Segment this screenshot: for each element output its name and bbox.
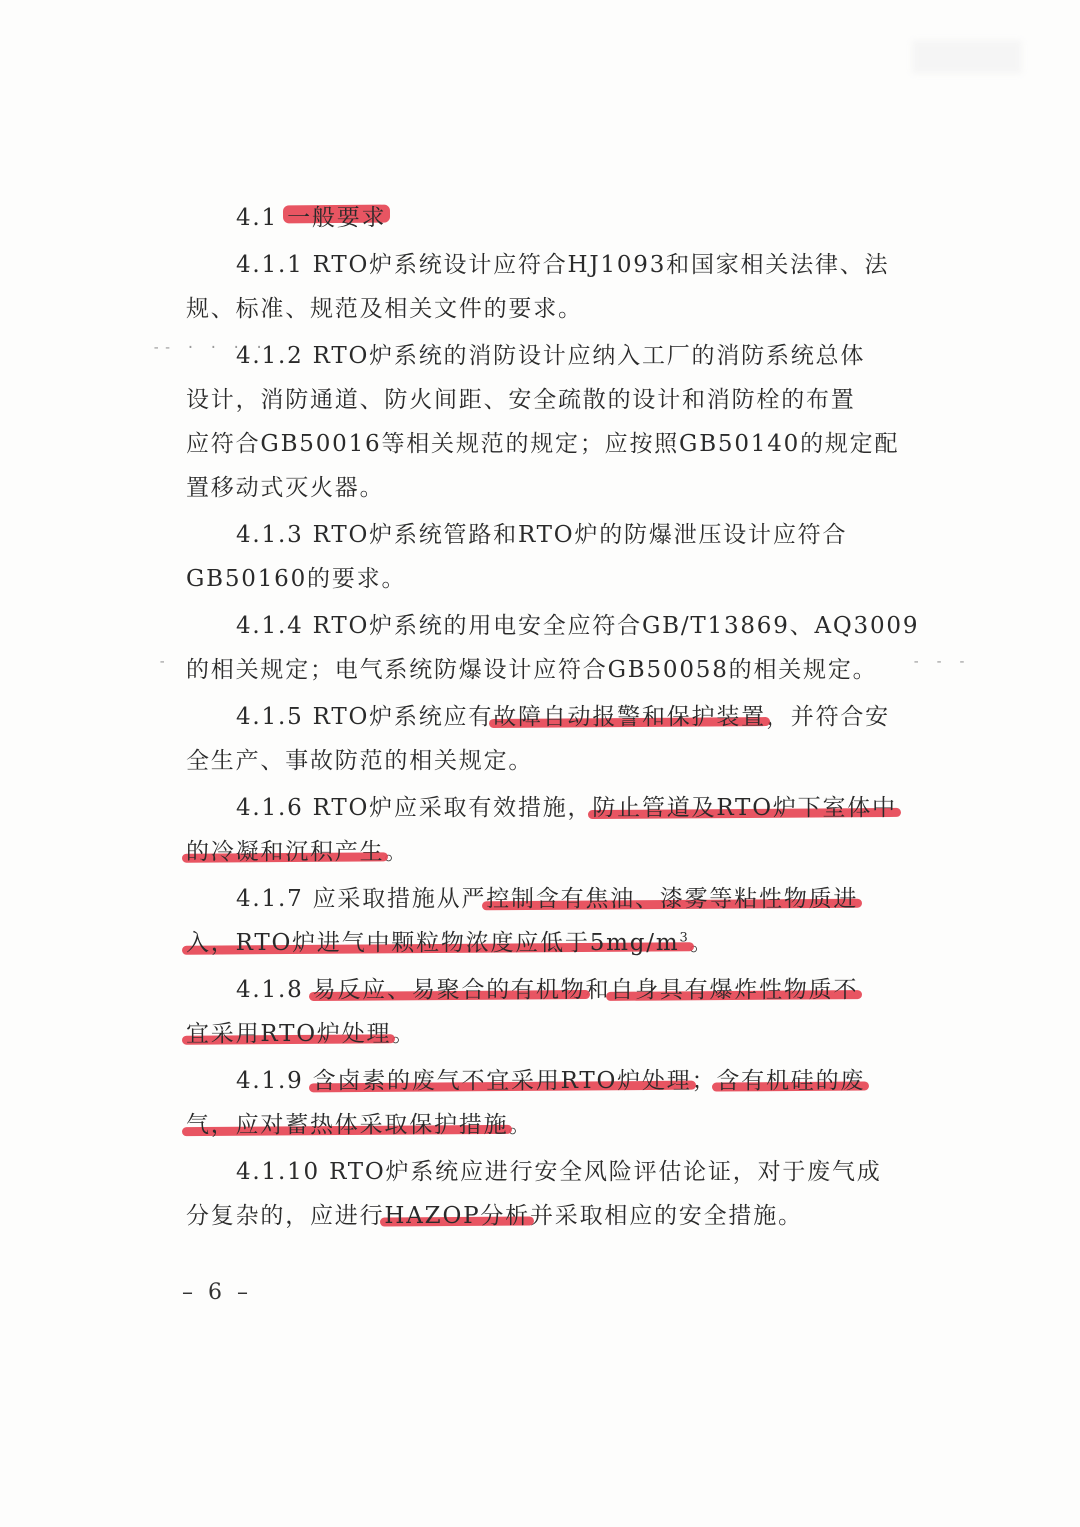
text-run: 和: [585, 977, 611, 1003]
text-run: 4.1.6 RTO炉应采取有效措施，: [236, 795, 593, 821]
highlighted-text: 故障自动报警和保护装置: [493, 704, 766, 730]
clause-4-1-4: [186, 604, 920, 692]
scan-artifact: -: [158, 654, 170, 670]
paragraph-line: 的相关规定；电气系统防爆设计应符合GB50058的相关规定。: [186, 657, 878, 683]
document-body: [186, 196, 920, 1238]
section-number: 4.1: [236, 205, 278, 231]
section-title: 一般要求: [287, 205, 387, 231]
text-run: 。: [508, 1112, 534, 1138]
paragraph-line: 全生产、事故防范的相关规定。: [186, 748, 534, 774]
text-run: 4.1.7 应采取措施从严: [236, 886, 487, 912]
highlighted-text: 气，应对蓄热体采取保护措施: [186, 1112, 509, 1138]
text-run: ，并符合安: [765, 704, 890, 730]
clause-4-1-7: [186, 877, 886, 965]
clause-4-1-2: [186, 334, 900, 510]
text-run: 4.1.9: [236, 1068, 313, 1094]
paragraph-line: [186, 1194, 886, 1238]
paragraph-line: 4.1.10 RTO炉系统应进行安全风险评估论证，对于废气成: [236, 1159, 882, 1185]
paragraph-line: [186, 695, 890, 739]
text-run: ；: [691, 1068, 717, 1094]
clause-4-1-6: [186, 786, 897, 874]
text-run: 4.1.8: [236, 977, 313, 1003]
highlighted-text: 易反应、易聚合的有机物: [312, 977, 586, 1003]
text-run: 4.1.5 RTO炉系统应有: [236, 704, 494, 730]
paragraph-line: 4.1.2 RTO炉系统的消防设计应纳入工厂的消防系统总体: [236, 343, 866, 369]
paragraph-line: 设计，消防通道、防火间距、安全疏散的设计和消防栓的布置: [186, 387, 856, 413]
faint-stamp: [912, 40, 1022, 74]
text-run: 。: [689, 930, 715, 956]
clause-4-1-5: [186, 695, 890, 783]
paragraph-line: [186, 921, 886, 965]
highlighted-text: 宜采用RTO炉处理: [186, 1021, 392, 1047]
clause-4-1-9: [186, 1059, 886, 1147]
paragraph-line: 置移动式灭火器。: [186, 475, 385, 501]
highlighted-text: 含有机硅的废: [716, 1068, 866, 1094]
paragraph-line: [186, 786, 897, 830]
paragraph-line: 4.1.4 RTO炉系统的用电安全应符合GB/T13869、AQ3009: [236, 613, 920, 639]
scan-artifact: - - -: [912, 654, 970, 670]
clause-4-1-8: [186, 968, 886, 1056]
section-heading: [186, 196, 886, 240]
highlighted-text: HAZOP分析: [384, 1203, 530, 1229]
highlighted-text: 控制含有焦油、漆雾等粘性物质进: [486, 886, 859, 912]
text-run: 并采取相应的安全措施。: [530, 1203, 803, 1229]
highlighted-text: 含卤素的废气不宜采用RTO炉处理: [312, 1068, 692, 1094]
paragraph-line: 4.1.1 RTO炉系统设计应符合HJ1093和国家相关法律、法: [236, 252, 890, 278]
scan-artifact: -- · · · ·: [152, 340, 267, 356]
paragraph-line: [186, 830, 886, 874]
text-run: 。: [384, 839, 410, 865]
paragraph-line: [186, 1103, 886, 1147]
paragraph-line: [186, 1059, 886, 1103]
paragraph-line: [186, 1012, 886, 1056]
paragraph-line: GB50160的要求。: [186, 566, 407, 592]
paragraph-line: [186, 968, 886, 1012]
highlighted-text: 防止管道及RTO炉下室体中: [592, 795, 897, 821]
text-run: 分复杂的，应进行: [186, 1203, 385, 1229]
text-run: 。: [391, 1021, 417, 1047]
highlighted-text: 自身具有爆炸性物质不: [610, 977, 859, 1003]
clause-4-1-3: [186, 513, 886, 601]
page-number: – 6 –: [182, 1280, 252, 1305]
paragraph-line: 应符合GB50016等相关规范的规定；应按照GB50140的规定配: [186, 431, 900, 457]
highlighted-text: 的冷凝和沉积产生: [186, 839, 385, 865]
paragraph-line: 4.1.3 RTO炉系统管路和RTO炉的防爆泄压设计应符合: [236, 522, 848, 548]
superscript: 3: [679, 930, 690, 946]
clause-4-1-1: [186, 243, 890, 331]
paragraph-line: 规、标准、规范及相关文件的要求。: [186, 296, 583, 322]
paragraph-line: [186, 877, 886, 921]
highlighted-text: 入，RTO炉进气中颗粒物浓度应低于5mg/m: [186, 930, 680, 956]
clause-4-1-10: [186, 1150, 886, 1238]
